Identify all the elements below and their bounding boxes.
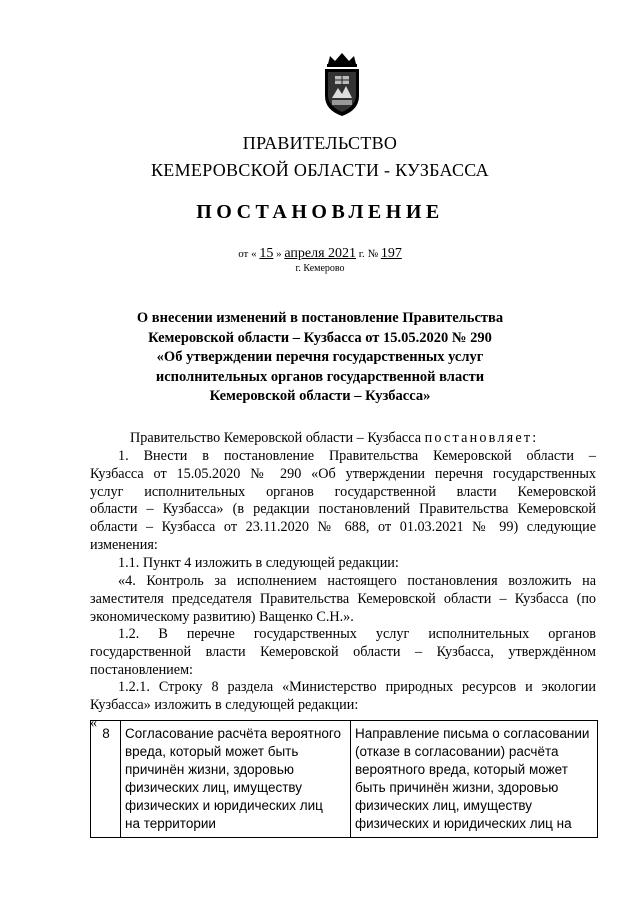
coat-of-arms-icon: [318, 50, 366, 118]
title-line: О внесении изменений в постановление Правительства: [136, 310, 504, 326]
cell-line: быть причинён жизни, здоровью: [355, 780, 559, 795]
service-result-cell: [351, 721, 598, 838]
date-year-suffix: г.: [358, 248, 365, 260]
document-number: 197: [380, 246, 402, 261]
document-title: [100, 309, 540, 407]
government-name-line2: КЕМЕРОВСКОЙ ОБЛАСТИ - КУЗБАССА: [151, 160, 489, 180]
paragraph-line: области – Кузбасса» (в редакции постановлений Правительства Кемеровской: [90, 501, 596, 518]
preamble-decree: постановляет:: [424, 430, 539, 446]
title-line: «Об утверждении перечня государственных услуг: [156, 349, 484, 366]
cell-line: физических лиц, имуществу: [355, 798, 533, 813]
cell-line: физических лиц, имуществу: [125, 780, 303, 795]
cell-line: на территории: [125, 816, 216, 831]
paragraph-line: государственной власти Кемеровской области – Кузбасса, утверждённом: [90, 643, 596, 660]
document-date-line: [0, 246, 640, 262]
paragraph-4-quote: [90, 573, 596, 626]
title-line: исполнительных органов государственной власти: [155, 368, 485, 385]
paragraph-line: Кузбасса» изложить в следующей редакции:: [90, 696, 359, 713]
paragraph-1-1: [90, 555, 596, 573]
paragraph-line: услуг исполнительных органов государственной власти Кемеровской: [90, 483, 596, 500]
paragraph-line: «4. Контроль за исполнением настоящего постановления возложить на: [118, 573, 596, 589]
paragraph-line: изменения:: [90, 536, 158, 553]
document-city: г. Кемерово: [295, 263, 345, 274]
preamble-text: Правительство Кемеровской области – Кузбасса: [130, 430, 422, 446]
date-day: 15: [259, 246, 274, 261]
services-table: [90, 720, 598, 838]
cell-line: физических и юридических лиц: [125, 798, 323, 813]
open-quote: «: [90, 714, 98, 731]
cell-line: вероятного вреда, который может: [355, 762, 568, 777]
row-number: 8: [91, 721, 121, 838]
paragraph-line: Кузбасса от 15.05.2020 № 290 «Об утверждении перечня государственных: [90, 465, 596, 482]
title-line: Кемеровской области – Кузбасса от 15.05.2020 № 290: [148, 329, 492, 346]
preamble: [90, 430, 596, 448]
paragraph-1: [90, 448, 596, 555]
cell-line: Согласование расчёта вероятного: [125, 726, 342, 741]
date-prefix: от «: [238, 248, 257, 260]
table-row: [91, 721, 598, 838]
date-month-year: апреля 2021: [284, 246, 357, 261]
document-type: ПОСТАНОВЛЕНИЕ: [196, 201, 444, 223]
number-label: №: [367, 248, 379, 260]
cell-line: физических и юридических лиц на: [355, 816, 572, 831]
cell-line: Направление письма о согласовании: [355, 726, 590, 741]
title-line: Кемеровской области – Кузбасса»: [209, 388, 431, 405]
cell-line: (отказе в согласовании) расчёта: [355, 744, 559, 759]
paragraph-1-2: [90, 626, 596, 679]
paragraph-line: 1.1. Пункт 4 изложить в следующей редакции:: [118, 555, 399, 571]
paragraph-line: области – Кузбасса от 23.11.2020 № 688, от 01.03.2021 № 99) следующие: [90, 519, 596, 536]
cell-line: причинён жизни, здоровью: [125, 762, 294, 777]
paragraph-line: экономическому развитию) Ващенко С.Н.».: [90, 608, 354, 625]
paragraph-line: 1.2. В перечне государственных услуг исполнительных органов: [118, 626, 596, 642]
service-name-cell: [121, 721, 351, 838]
paragraph-line: 1. Внести в постановление Правительства Кемеровской области –: [118, 448, 596, 464]
paragraph-line: 1.2.1. Строку 8 раздела «Министерство природных ресурсов и экологии: [118, 679, 596, 695]
government-name-line1: ПРАВИТЕЛЬСТВО: [242, 133, 398, 153]
date-quote-close: »: [276, 248, 282, 260]
cell-line: вреда, который может быть: [125, 744, 299, 759]
paragraph-line: заместителя председателя Правительства Кемеровской области – Кузбасса (по: [90, 590, 596, 607]
paragraph-line: постановлением:: [90, 661, 193, 678]
